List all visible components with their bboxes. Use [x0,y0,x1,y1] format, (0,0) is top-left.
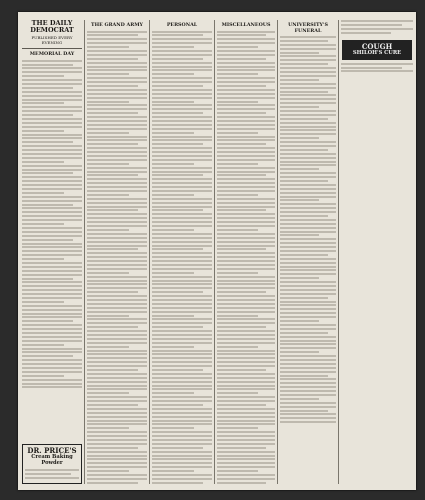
headline-funeral: UNIVERSITY'S FUNERAL [288,22,328,34]
baking-powder-brand: DR. PRICE'S [27,446,77,456]
headline-memorial-day: MEMORIAL DAY [29,51,75,58]
headline-grand-army: THE GRAND ARMY [91,22,143,28]
masthead-title: THE DAILY DEMOCRAT [30,20,74,35]
headline-miscellaneous: MISCELLANEOUS [221,22,271,28]
baking-powder-product: Cream Baking Powder [31,454,73,467]
column-1 [22,20,82,484]
column-2 [87,20,147,484]
column-4 [217,20,275,484]
column-3 [152,20,212,484]
shiloh-ad [342,40,412,60]
masthead-subtitle: PUBLISHED EVERY EVENING [31,34,73,45]
shiloh-cure: SHILOH'S CURE [352,49,402,56]
newspaper-page [18,12,416,490]
headline-personal: PERSONAL [166,22,198,28]
column-5 [280,20,336,484]
shiloh-cough: COUGH [361,41,393,51]
baking-powder-ad [22,444,82,484]
column-6 [341,20,413,484]
